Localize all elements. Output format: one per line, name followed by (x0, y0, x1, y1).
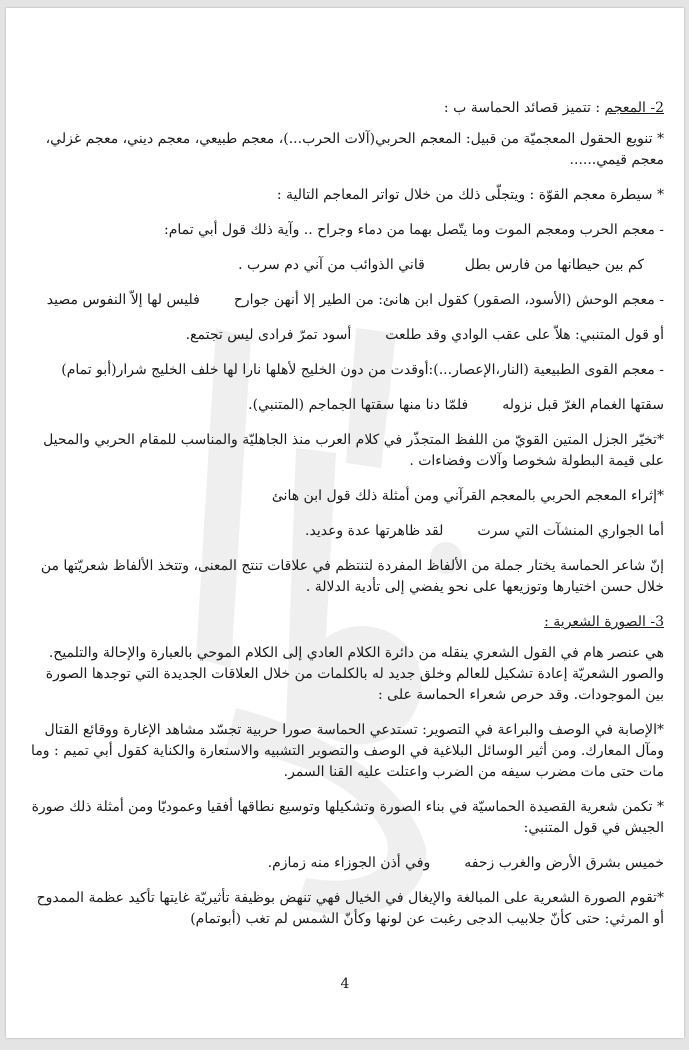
section-3-heading: 3- الصورة الشعرية : (544, 614, 664, 630)
section-2-heading: 2- المعجم : تتميز قصائد الحماسة ب : (443, 100, 664, 116)
paragraph-lexical-fields: * تنويع الحقول المعجميّة من قبيل: المعجم الحربي(آلات الحرب...)، معجم طبيعي، معجم ديني، معجم غزلي، معجم قيمي...... (45, 131, 664, 168)
paragraph-beasts: - معجم الوحش (الأسود، الصقور) كقول ابن هانئ: من الطير إلا أنهن جوارح فليس لها إلاّ النفوس مصيد (46, 292, 664, 308)
verse-abu-tammam: كم بين حيطانها من فارس بطل قاني الذوائب من آني دم سرب . (238, 257, 644, 273)
verse-mutanabbi-1: أو قول المتنبي: هلاّ على عقب الوادي وقد طلعت أسود تمرّ فرادى ليس تجتمع. (185, 327, 664, 343)
paragraph-natural-forces: - معجم القوى الطبيعية (النار،الإعصار...):أوقدت من دون الخليج لأهلها نارا لها خلف الخليج شرار(أبو تمام) (61, 362, 664, 378)
paragraph-exaggeration: *تقوم الصورة الشعرية على المبالغة والإيغال في الخيال فهي تنهض بوظيفة تأثيريّة غايتها تأكيد عظمة الممدوح أو المرثي: حتى كأنّ جلابيب الدجى رغبت عن لونها وكأنّ الشمس لم تغب (أبوتمام) (36, 890, 664, 927)
document-page (6, 8, 684, 1038)
verse-army: خميس بشرق الأرض والغرب زحفه وفي أذن الجوزاء منه زمازم. (267, 855, 664, 871)
verse-mutanabbi-2: سقتها الغمام الغرّ قبل نزوله فلمّا دنا منها سقتها الجماجم (المتنبي). (248, 397, 664, 413)
paragraph-power-lexicon: * سيطرة معجم القوّة : ويتجلّى ذلك من خلال تواتر المعاجم التالية : (276, 187, 664, 203)
paragraph-strong-words: *تخيّر الجزل المتين القويّ من اللفظ المتجذّر في كلام العرب منذ الجاهليّة والمناسب للمقام الحربي والمحيل على قيمة البطولة شخوصا وآلات وفضاءات . (43, 432, 664, 469)
document-body (28, 98, 664, 930)
paragraph-description: *الإصابة في الوصف والبراعة في التصوير: تستدعي الحماسة صورا حربية تجسّد مشاهد الإغارة ووقائع القتال ومآل المعارك. ومن أثير الوسائل البلاغية في الوصف والتصوير التشبيه والاستعارة والكناية كقول أبي تميم : وما مات حتى مات مضرب سيفه من الضرب واعتلت عليه القنا السمر. (31, 722, 664, 780)
paragraph-word-selection: إنّ شاعر الحماسة يختار جملة من الألفاظ المفردة لتنتظم في علاقات تنتج المعنى، وتتخذ الألفاظ شعريّتها من خلال حسن اختيارها وتوزيعها على نحو يفضي إلى تأدية الدلالة . (40, 558, 664, 595)
paragraph-poetic-image: هي عنصر هام في القول الشعري ينقله من دائرة الكلام العادي إلى الكلام الموحي بالعبارة والإحالة والتلميح. والصور الشعريّة إعادة تشكيل للعالم وخلق جديد له بالكلمات من خلال العلاقات الجديدة التي توجدها الصورة بين الموجودات. وقد حرص شعراء الحماسة على : (45, 645, 664, 703)
paragraph-quranic-lexicon: *إثراء المعجم الحربي بالمعجم القرآني ومن أمثلة ذلك قول ابن هانئ (271, 488, 664, 504)
paragraph-image-construction: * تكمن شعرية القصيدة الحماسيّة في بناء الصورة وتشكيلها وتوسيع نطاقها أفقيا وعموديّا ومن أمثلة ذلك صورة الجيش في قول المتنبي: (31, 799, 664, 836)
page-number: 4 (340, 976, 350, 992)
paragraph-war-death: - معجم الحرب ومعجم الموت وما يتّصل بهما من دماء وجراح .. وآية ذلك قول أبي تمام: (163, 222, 664, 238)
verse-ibn-hani: أما الجواري المنشآت التي سرت لقد ظاهرتها عدة وعديد. (305, 523, 664, 539)
